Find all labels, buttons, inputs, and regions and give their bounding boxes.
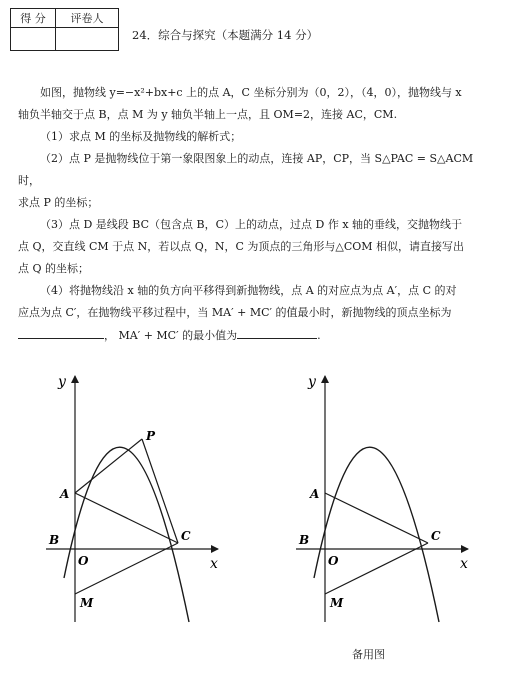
question-title: 24．综合与探究（本题满分 14 分） — [132, 28, 319, 42]
question-4-line-1: （4）将抛物线沿 x 轴的负方向平移得到新抛物线，点 A 的对应点为点 A′，点 C 的对 — [40, 284, 457, 297]
intro-line-2: 轴负半轴交于点 B，点 M 为 y 轴负半轴上一点，且 OM=2，连接 AC，CM. — [18, 108, 398, 121]
score-cell[interactable] — [11, 28, 56, 51]
label-B: B — [299, 533, 310, 547]
answer-separator: ， — [104, 329, 115, 342]
segment-AP — [75, 439, 142, 493]
question-3-line-2: 点 Q，交直线 CM 于点 N，若以点 Q，N，C 为顶点的三角形与△COM 相似，请直接写出 — [18, 240, 465, 253]
grader-label: 评卷人 — [56, 9, 119, 28]
grader-cell[interactable] — [56, 28, 119, 51]
label-A: A — [310, 487, 320, 501]
min-value-prompt: MA′ + MC′ 的最小值为 — [118, 329, 238, 342]
question-3-line-3: 点 Q 的坐标； — [18, 262, 90, 275]
question-4-line-3 — [18, 324, 490, 347]
score-label: 得 分 — [11, 9, 56, 28]
label-C: C — [431, 529, 441, 543]
figure-left — [40, 360, 240, 630]
question-2-line-1: （2）点 P 是抛物线位于第一象限图象上的动点，连接 AP，CP，当 S△PAC = S△ACM 时， — [18, 152, 474, 187]
label-y: y — [58, 374, 66, 390]
label-P: P — [146, 429, 156, 443]
question-4-line-2: 应点为点 C′，在抛物线平移过程中，当 MA′ + MC′ 的值最小时，新抛物线的顶点坐标为 — [18, 306, 452, 319]
intro-line-1: 如图，抛物线 y=−x²+bx+c 上的点 A，C 坐标分别为（0，2），（4，0），抛物线与 x — [40, 86, 462, 99]
vertex-answer-blank[interactable] — [18, 324, 104, 339]
min-value-answer-blank[interactable] — [237, 324, 317, 339]
label-y: y — [308, 374, 316, 390]
question-2-line-2: 求点 P 的坐标； — [18, 196, 99, 209]
problem-text — [18, 82, 490, 347]
segment-CM — [75, 543, 178, 594]
question-3-line-1: （3）点 D 是线段 BC（包含点 B，C）上的动点，过点 D 作 x 轴的垂线，交抛物线于 — [40, 218, 463, 231]
segment-CM — [325, 543, 428, 594]
label-B: B — [49, 533, 60, 547]
label-C: C — [181, 529, 191, 543]
label-O: O — [78, 554, 89, 568]
label-x: x — [460, 556, 468, 572]
figure-right — [290, 360, 490, 630]
score-table — [10, 8, 119, 51]
label-O: O — [328, 554, 339, 568]
segment-PC — [142, 439, 178, 543]
label-M: M — [80, 596, 94, 610]
label-x: x — [210, 556, 218, 572]
label-M: M — [330, 596, 344, 610]
backup-figure-caption: 备用图 — [352, 648, 385, 661]
sentence-end: . — [317, 329, 321, 342]
question-1: （1）求点 M 的坐标及抛物线的解析式； — [40, 130, 242, 143]
label-A: A — [60, 487, 70, 501]
